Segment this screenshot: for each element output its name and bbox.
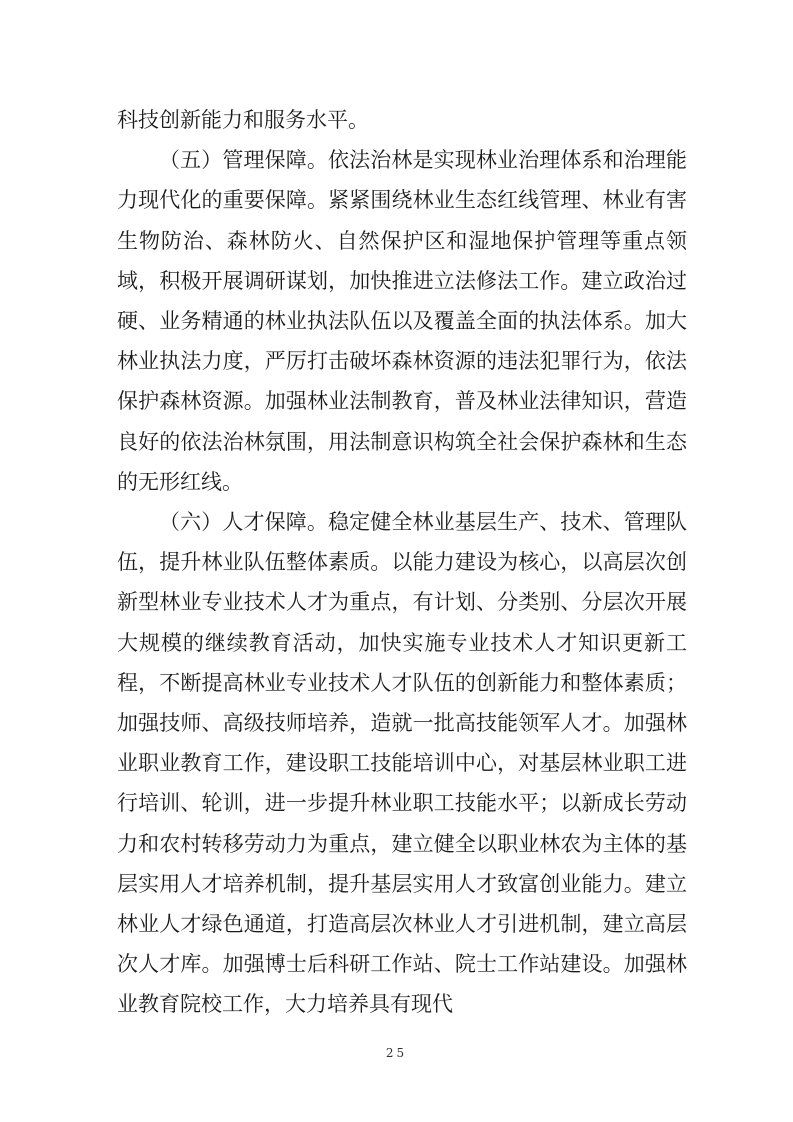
paragraph-talent-guarantee: （六）人才保障。稳定健全林业基层生产、技术、管理队伍，提升林业队伍整体素质。以能力建设为核心，以高层次创新型林业专业技术人才为重点，有计划、分类别、分层次开展大规模的继续教育活动，加快实施专业技术人才知识更新工程，不断提高林业专业技术人才队伍的创新能力和整体素质；加强技师、高级技师培养，造就一批高技能领军人才。加强林业职业教育工作，建设职工技能培训中心，对基层林业职工进行培训、轮训，进一步提升林业职工技能水平；以新成长劳动力和农村转移劳动力为重点，建立健全以职业林农为主体的基层实用人才培养机制，提升基层实用人才致富创业能力。建立林业人才绿色通道，打造高层次林业人才引进机制，建立高层次人才库。加强博士后科研工作站、院士工作站建设。加强林业教育院校工作，大力培养具有现代 xyxy=(117,510,687,1017)
body-text xyxy=(117,100,687,1025)
continued-paragraph: 科技创新能力和服务水平。 xyxy=(117,108,369,132)
page-number: 25 xyxy=(385,1046,408,1060)
paragraph-management-guarantee: （五）管理保障。依法治林是实现林业治理体系和治理能力现代化的重要保障。紧紧围绕林业生态红线管理、林业有害生物防治、森林防火、自然保护区和湿地保护管理等重点领域，积极开展调研谋划，加快推进立法修法工作。建立政治过硬、业务精通的林业执法队伍以及覆盖全面的执法体系。加大林业执法力度，严厉打击破坏森林资源的违法犯罪行为，依法保护森林资源。加强林业法制教育，普及林业法律知识，营造良好的依法治林氛围，用法制意识构筑全社会保护森林和生态的无形红线。 xyxy=(117,148,687,494)
